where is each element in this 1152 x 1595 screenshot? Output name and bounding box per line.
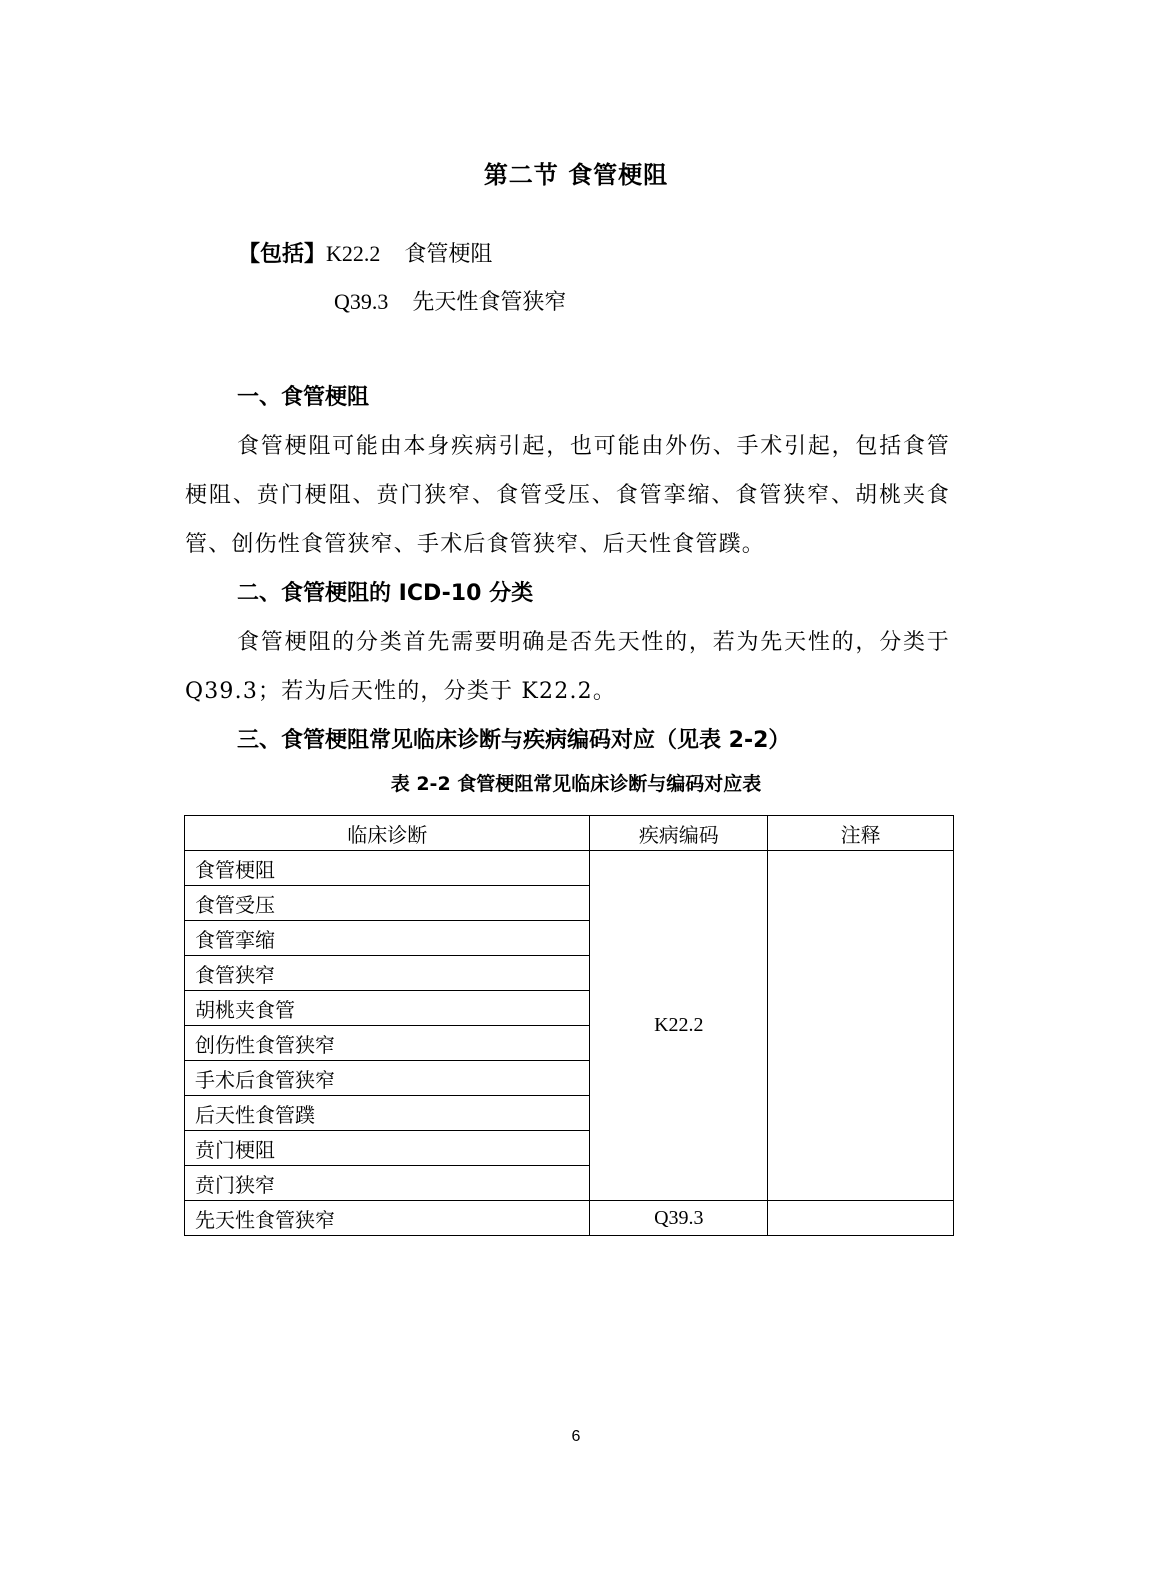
includes-label: 【包括】 bbox=[238, 242, 327, 267]
page-title: 第二节 食管梗阻 bbox=[483, 161, 669, 189]
code-cell: Q39.3 bbox=[590, 1201, 768, 1236]
includes-code: Q39.3 bbox=[334, 289, 389, 314]
note-cell bbox=[768, 851, 954, 1201]
table-header-row bbox=[185, 816, 954, 851]
diagnosis-cell: 食管狭窄 bbox=[185, 956, 590, 991]
header-diagnosis: 临床诊断 bbox=[185, 816, 590, 851]
diagnosis-cell: 手术后食管狭窄 bbox=[185, 1061, 590, 1096]
diagnosis-cell: 后天性食管蹼 bbox=[185, 1096, 590, 1131]
includes-name: 食管梗阻 bbox=[404, 242, 493, 267]
diagnosis-cell: 贲门梗阻 bbox=[185, 1131, 590, 1166]
note-cell bbox=[768, 1201, 954, 1236]
page-number: 6 bbox=[571, 1428, 581, 1445]
diagnosis-cell: 创伤性食管狭窄 bbox=[185, 1026, 590, 1061]
includes-row bbox=[238, 278, 566, 326]
diagnosis-cell: 胡桃夹食管 bbox=[185, 991, 590, 1026]
includes-row bbox=[238, 230, 566, 278]
diagnosis-cell: 贲门狭窄 bbox=[185, 1166, 590, 1201]
section-heading-1: 一、食管梗阻 bbox=[237, 385, 370, 410]
diagnosis-code-table bbox=[184, 815, 954, 1236]
table-row bbox=[185, 851, 954, 886]
table-row bbox=[185, 1201, 954, 1236]
section-paragraph-2: 食管梗阻的分类首先需要明确是否先天性的，若为先天性的，分类于 Q39.3；若为后天性的，分类于 K22.2。 bbox=[185, 630, 950, 704]
section-heading-3: 三、食管梗阻常见临床诊断与疾病编码对应（见表 2-2） bbox=[237, 728, 791, 753]
diagnosis-cell: 先天性食管狭窄 bbox=[185, 1201, 590, 1236]
includes-block bbox=[238, 230, 566, 326]
table-caption: 表 2-2 食管梗阻常见临床诊断与编码对应表 bbox=[390, 773, 762, 795]
header-code: 疾病编码 bbox=[590, 816, 768, 851]
code-cell: K22.2 bbox=[590, 851, 768, 1201]
section-paragraph-1: 食管梗阻可能由本身疾病引起，也可能由外伤、手术引起，包括食管梗阻、贲门梗阻、贲门狭窄、食管受压、食管挛缩、食管狭窄、胡桃夹食管、创伤性食管狭窄、手术后食管狭窄、后天性食管蹼。 bbox=[185, 434, 950, 557]
diagnosis-cell: 食管挛缩 bbox=[185, 921, 590, 956]
body-text bbox=[185, 373, 950, 765]
includes-code: K22.2 bbox=[326, 241, 381, 266]
includes-name: 先天性食管狭窄 bbox=[412, 290, 567, 315]
section-heading-2: 二、食管梗阻的 ICD-10 分类 bbox=[237, 581, 534, 606]
header-note: 注释 bbox=[768, 816, 954, 851]
diagnosis-cell: 食管梗阻 bbox=[185, 851, 590, 886]
diagnosis-cell: 食管受压 bbox=[185, 886, 590, 921]
